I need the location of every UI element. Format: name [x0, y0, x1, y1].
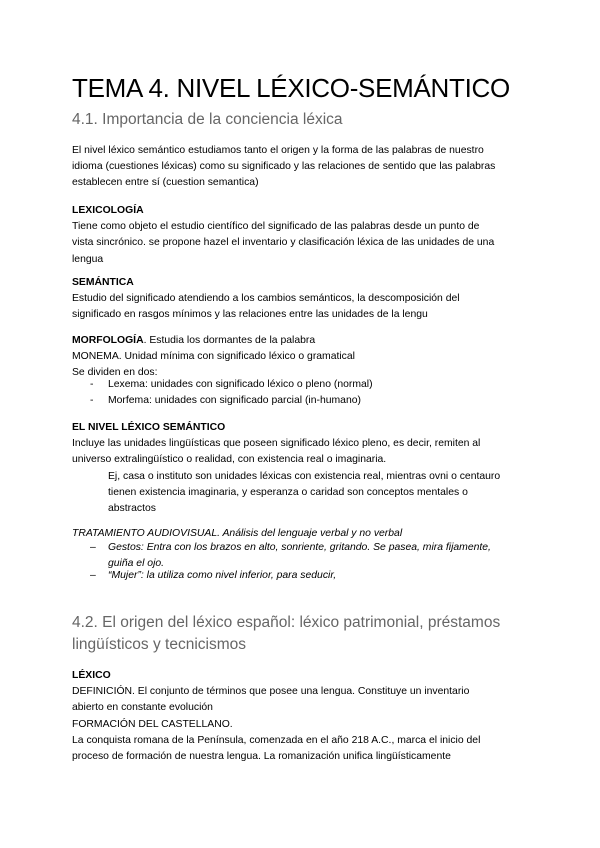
morfologia-line [72, 333, 534, 349]
text-line: DEFINICIÓN. El conjunto de términos que posee una lengua. Constituye un inventario [72, 686, 470, 698]
bullet-dash: - [90, 379, 94, 390]
text-line: proceso de formación de nuestra lengua. La romanización unifica lingüísticamente [72, 751, 451, 763]
dividen-line: Se dividen en dos: [72, 367, 158, 379]
lexico-block [72, 668, 534, 765]
section-4-2-heading: 4.2. El origen del léxico español: léxico patrimonial, préstamos [72, 614, 501, 631]
morfologia-block [72, 333, 534, 382]
text-line: La conquista romana de la Península, comenzada en el año 218 A.C., marca el inicio del [72, 734, 481, 746]
text-line: Incluye las unidades lingüísticas que poseen significado léxico pleno, es decir, remiten al [72, 438, 481, 450]
text-line: idioma (cuestiones léxicas) como su significado y las relaciones de sentido que las palabras [72, 161, 496, 173]
text-line: Estudio del significado atendiendo a los cambios semánticos, la descomposición del [72, 293, 460, 305]
example-line: tienen existencia imaginaria, y esperanza o caridad son conceptos mentales o [108, 486, 468, 498]
example-line: Ej, casa o instituto son unidades léxicas con existencia real, mientras ovni o centauro [108, 470, 501, 482]
bullet-dash: – [90, 570, 96, 581]
bullet-dash: - [90, 395, 94, 406]
bullet-dash: – [90, 542, 96, 553]
lexicologia-block [72, 203, 534, 268]
lexico-heading: LÉXICO [72, 670, 111, 681]
tratamiento-heading: TRATAMIENTO AUDIOVISUAL. Análisis del lenguaje verbal y no verbal [72, 528, 403, 539]
text-line: lengua [72, 253, 104, 265]
text-line: FORMACIÓN DEL CASTELLANO. [72, 718, 233, 730]
nivel-lexico-block [72, 420, 534, 517]
monema-line: MONEMA. Unidad mínima con significado léxico o gramatical [72, 351, 355, 363]
text-line: El nivel léxico semántico estudiamos tanto el origen y la forma de las palabras de nuestro [72, 145, 484, 156]
text-line: establecen entre sí (cuestion semantica) [72, 177, 259, 189]
text-line: Tiene como objeto el estudio científico del significado de las palabras desde un punto de [72, 221, 480, 233]
semantica-block [72, 275, 534, 324]
morfologia-heading: MORFOLOGÍA [72, 335, 144, 346]
text-line: abierto en constante evolución [72, 702, 213, 714]
page-title: TEMA 4. NIVEL LÉXICO-SEMÁNTICO [72, 73, 510, 103]
section-4-1-heading: 4.1. Importancia de la conciencia léxica [72, 111, 343, 128]
intro-paragraph [72, 143, 534, 192]
list-item: “Mujer”: la utiliza como nivel inferior, para seducir, [108, 570, 337, 581]
section-4-2-heading-cont: lingüísticos y tecnicismos [72, 636, 247, 653]
text-line: vista sincrónico. se propone hazel el inventario y clasificación léxica de las unidades de una [72, 237, 495, 249]
text-line: universo extralingüístico o realidad, con existencia real o imaginaria. [72, 454, 387, 466]
list-item: Gestos: Entra con los brazos en alto, sonriente, gritando. Se pasea, mira fijamente, [108, 542, 491, 553]
nivel-lexico-heading: EL NIVEL LÉXICO SEMÁNTICO [72, 422, 226, 433]
example-line: abstractos [108, 503, 156, 515]
morfologia-text: . Estudia los dormantes de la palabra [143, 335, 316, 346]
list-item: Morfema: unidades con significado parcial (in-humano) [108, 395, 361, 406]
semantica-heading: SEMÁNTICA [72, 277, 134, 288]
text-line: significado en rasgos mínimos y las relaciones entre las unidades de la lengu [72, 309, 428, 321]
list-item: Lexema: unidades con significado léxico o pleno (normal) [108, 379, 373, 390]
lexicologia-heading: LEXICOLOGÍA [72, 205, 144, 216]
list-item-continuation: guiña el ojo. [108, 558, 165, 569]
